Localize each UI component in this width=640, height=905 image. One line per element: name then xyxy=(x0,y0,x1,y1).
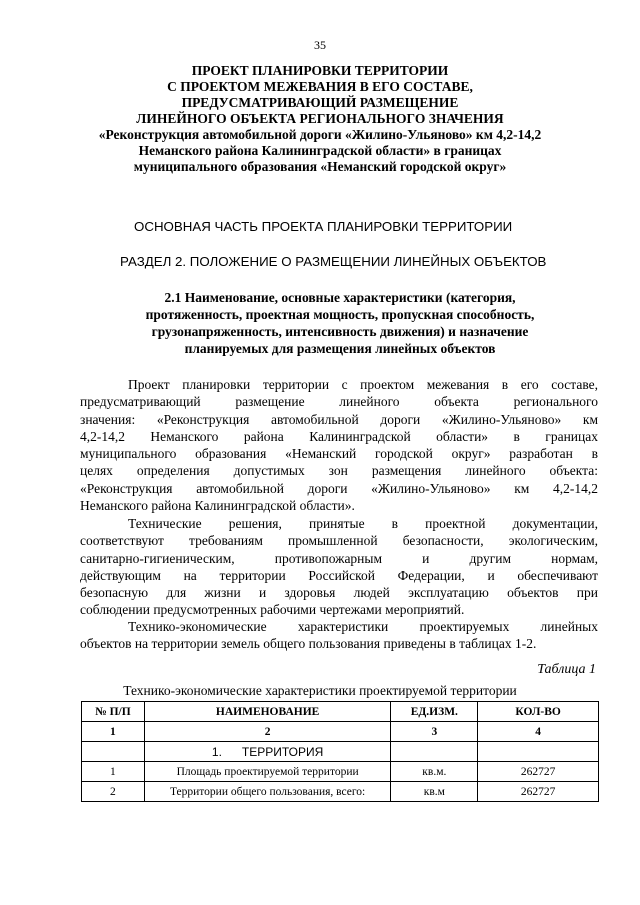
table-label: Таблица 1 xyxy=(537,662,596,677)
paragraph-line: муниципального образования «Неманский городской округ» разработан в xyxy=(80,446,598,462)
paragraph-line: 4,2-14,2 Неманского района Калининградской области» в границах xyxy=(80,428,598,444)
row-number: 1 xyxy=(82,762,145,782)
row-unit: кв.м. xyxy=(391,762,478,782)
paragraph-line: соблюдении предусмотренных рабочими чертежами мероприятий. xyxy=(80,602,465,618)
subsection-heading xyxy=(85,289,595,357)
title-line: ПРОЕКТ ПЛАНИРОВКИ ТЕРРИТОРИИ xyxy=(191,63,449,78)
row-number: 2 xyxy=(82,782,145,802)
paragraph-line: Технические решения, принятые в проектной документации, xyxy=(128,516,598,531)
row-name: Площадь проектируемой территории xyxy=(144,762,391,782)
paragraph-2 xyxy=(80,515,598,619)
paragraph-line: безопасную для жизни и здоровья людей эксплуатацию объектов при xyxy=(80,585,598,601)
column-header: КОЛ-ВО xyxy=(478,702,599,722)
subheading-line: протяженность, проектная мощность, пропускная способность, xyxy=(145,307,535,322)
row-value: 262727 xyxy=(478,762,599,782)
row-unit: кв.м xyxy=(391,782,478,802)
subheading-line: 2.1 Наименование, основные характеристики (категория, xyxy=(164,290,516,305)
table-caption: Технико-экономические характеристики проектируемой территории xyxy=(123,683,517,698)
title-line: «Реконструкция автомобильной дороги «Жилино-Ульяново» км 4,2-14,2 xyxy=(98,127,542,142)
subheading-line: планируемых для размещения линейных объектов xyxy=(184,341,496,356)
table-row xyxy=(82,762,599,782)
title-line: С ПРОЕКТОМ МЕЖЕВАНИЯ В ЕГО СОСТАВЕ, xyxy=(167,79,473,94)
paragraph-line: санитарно-гигиеническим, противопожарным и другим нормам, xyxy=(80,550,598,566)
paragraph-line: предусматривающий размещение линейного объекта регионального xyxy=(80,394,598,410)
paragraph-line: Технико-экономические характеристики проектируемых линейных xyxy=(128,619,598,634)
title-line: муниципального образования «Неманский городской округ» xyxy=(133,159,507,174)
paragraph-line: объектов на территории земель общего пользования приведены в таблицах 1-2. xyxy=(80,636,537,652)
column-number: 2 xyxy=(144,722,391,742)
section-label: 1. ТЕРРИТОРИЯ xyxy=(144,742,391,762)
document-title xyxy=(70,63,570,175)
paragraph-line: действующим на территории Российской Федерации, и обеспечивают xyxy=(80,567,598,583)
column-number: 3 xyxy=(391,722,478,742)
row-value: 262727 xyxy=(478,782,599,802)
title-line: ПРЕДУСМАТРИВАЮЩИЙ РАЗМЕЩЕНИЕ xyxy=(181,95,459,110)
column-header: № П/П xyxy=(82,702,145,722)
page-number: 35 xyxy=(314,38,326,52)
title-line: Неманского района Калининградской области» в границах xyxy=(138,143,502,158)
table-numbering-row xyxy=(82,722,599,742)
paragraph-line: соответствуют требованиям промышленной безопасности, экологическим, xyxy=(80,533,598,549)
paragraph-1 xyxy=(80,376,598,514)
paragraph-line: Проект планировки территории с проектом межевания в его составе, xyxy=(128,377,598,392)
column-header: НАИМЕНОВАНИЕ xyxy=(144,702,391,722)
paragraph-line: значения: «Реконструкция автомобильной дороги «Жилино-Ульяново» км xyxy=(80,411,598,427)
paragraph-line: Неманского района Калининградской области». xyxy=(80,498,355,514)
title-line: ЛИНЕЙНОГО ОБЪЕКТА РЕГИОНАЛЬНОГО ЗНАЧЕНИЯ xyxy=(136,111,504,126)
subheading-line: грузонапряженность, интенсивность движения) и назначение xyxy=(151,324,529,339)
main-heading: ОСНОВНАЯ ЧАСТЬ ПРОЕКТА ПЛАНИРОВКИ ТЕРРИТОРИИ xyxy=(134,219,513,234)
table-section-row xyxy=(82,742,599,762)
column-number: 4 xyxy=(478,722,599,742)
section-heading: РАЗДЕЛ 2. ПОЛОЖЕНИЕ О РАЗМЕЩЕНИИ ЛИНЕЙНЫХ ОБЪЕКТОВ xyxy=(120,254,547,269)
paragraph-line: целях определения допустимых зон размещения линейного объекта: xyxy=(80,463,598,479)
row-name: Территории общего пользования, всего: xyxy=(144,782,391,802)
table-row xyxy=(82,782,599,802)
paragraph-line: «Реконструкция автомобильной дороги «Жилино-Ульяново» км 4,2-14,2 xyxy=(80,480,598,496)
paragraph-3 xyxy=(80,618,598,653)
column-header: ЕД.ИЗМ. xyxy=(391,702,478,722)
data-table xyxy=(81,701,599,802)
table-header-row xyxy=(82,702,599,722)
column-number: 1 xyxy=(82,722,145,742)
